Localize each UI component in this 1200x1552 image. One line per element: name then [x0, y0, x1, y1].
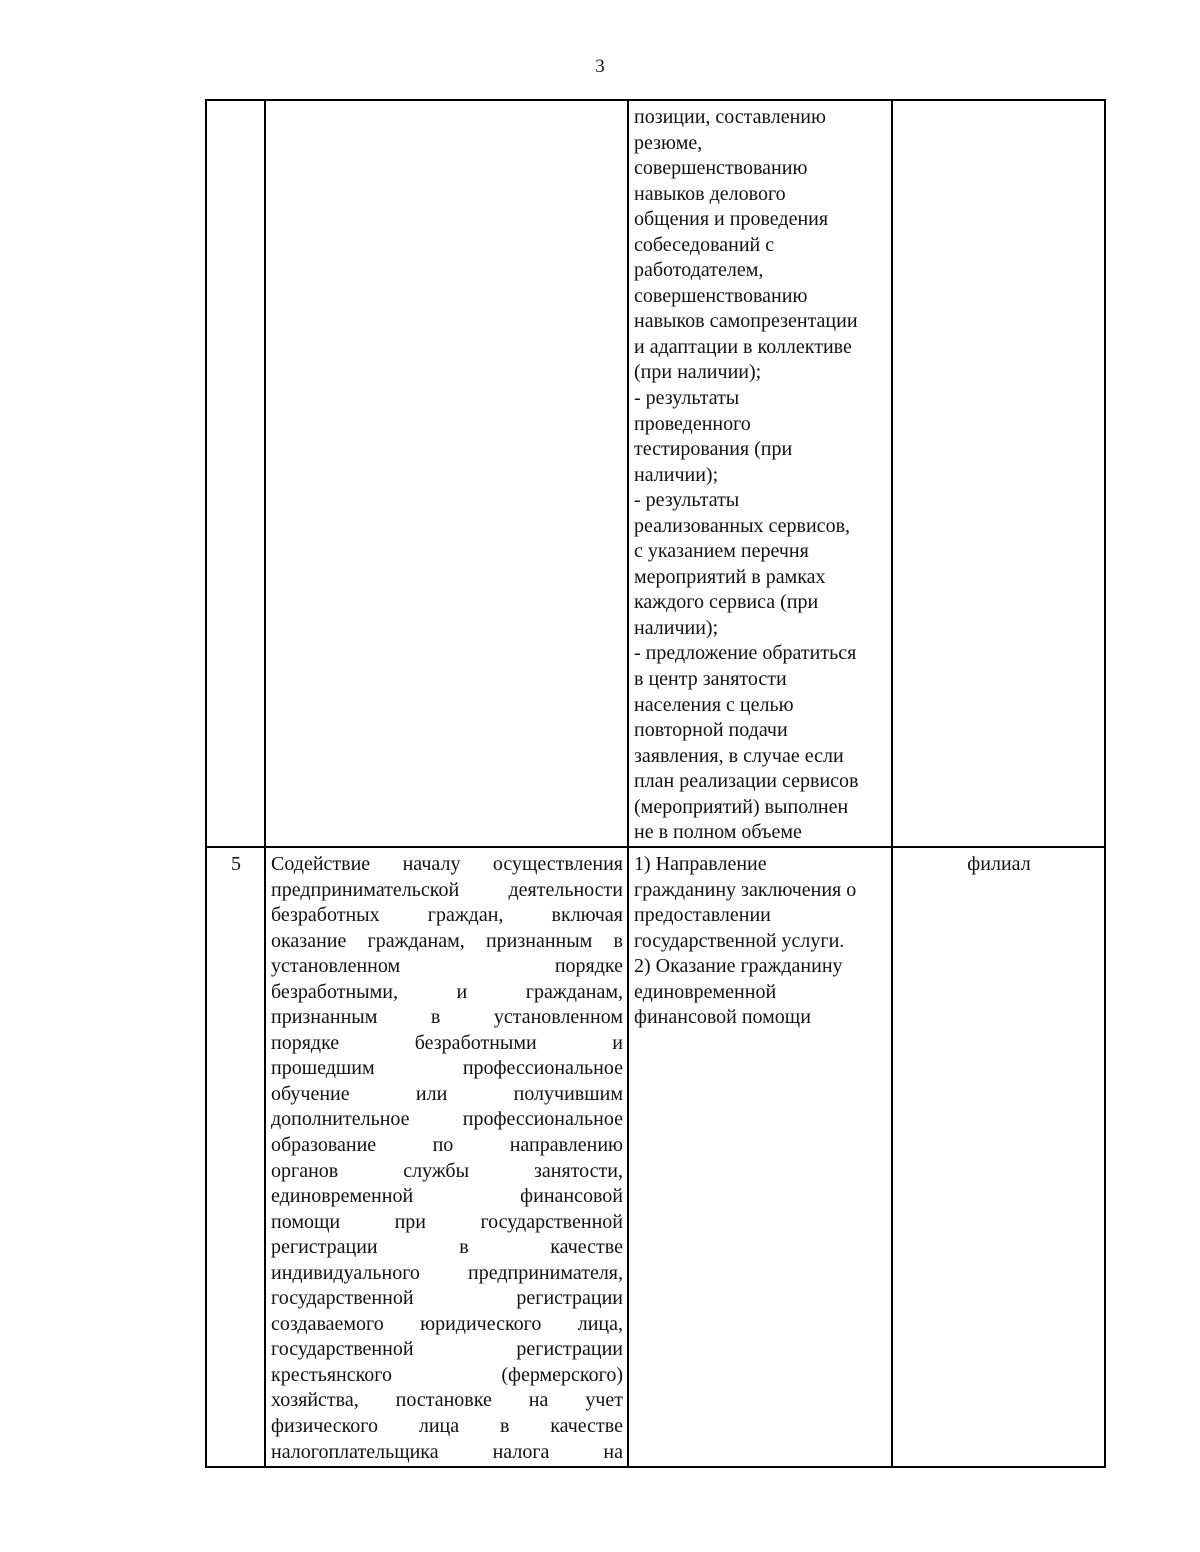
text-line: тестирования (при [634, 438, 793, 461]
text-line: навыков делового [634, 182, 786, 205]
text-line: хозяйства, постановке на учет [271, 1389, 623, 1412]
service-text [271, 852, 623, 1465]
text-line: Содействие началу осуществления [271, 853, 623, 875]
text-line: физического лица в качестве [271, 1415, 623, 1438]
text-line: государственной регистрации [271, 1287, 623, 1310]
table-row [206, 100, 1105, 847]
text-line: наличии); [634, 616, 719, 639]
services-table [205, 99, 1106, 1468]
text-line: единовременной финансовой [271, 1185, 623, 1208]
table-row [206, 847, 1105, 1467]
text-line: безработных граждан, включая [271, 904, 623, 927]
text-line: предпринимательской деятельности [271, 878, 623, 901]
text-line: признанным в установленном [271, 1006, 623, 1029]
text-line: наличии); [634, 463, 719, 486]
executor-cell [892, 100, 1105, 847]
text-line: повторной подачи [634, 719, 788, 742]
text-line: мероприятий в рамках [634, 565, 826, 588]
text-line: создаваемого юридического лица, [271, 1312, 623, 1335]
text-line: образование по направлению [271, 1134, 623, 1157]
text-line: 1) Направление [634, 853, 767, 875]
text-line: собеседований с [634, 233, 775, 256]
text-line: и адаптации в коллективе [634, 335, 852, 358]
text-line: единовременной [634, 980, 777, 1003]
text-line: безработными, и гражданам, [271, 980, 623, 1003]
text-line: в центр занятости [634, 668, 787, 691]
service-cell [265, 847, 628, 1467]
text-line: не в полном объеме [634, 821, 802, 844]
executor-cell: филиал [892, 847, 1105, 1467]
text-line: с указанием перечня [634, 540, 809, 563]
text-line: совершенствованию [634, 284, 808, 307]
row-number-cell: 5 [206, 847, 265, 1467]
text-line: государственной регистрации [271, 1338, 623, 1361]
text-line: позиции, составлению [634, 106, 826, 128]
text-line: план реализации сервисов [634, 770, 859, 793]
text-line: регистрации в качестве [271, 1236, 623, 1259]
text-line: помощи при государственной [271, 1210, 623, 1233]
text-line: каждого сервиса (при [634, 591, 819, 614]
result-cell [628, 100, 892, 847]
text-line: (мероприятий) выполнен [634, 795, 849, 818]
text-line: порядке безработными и [271, 1031, 623, 1054]
text-line: (при наличии); [634, 361, 762, 384]
text-line: государственной услуги. [634, 929, 845, 952]
text-line: прошедшим профессиональное [271, 1057, 623, 1080]
result-text [634, 105, 887, 846]
row-number-cell [206, 100, 265, 847]
text-line: навыков самопрезентации [634, 310, 858, 333]
text-line: органов службы занятости, [271, 1159, 623, 1182]
result-cell [628, 847, 892, 1467]
text-line: - предложение обратиться [634, 642, 857, 665]
text-line: установленном порядке [271, 955, 623, 978]
text-line: 2) Оказание гражданину [634, 955, 843, 978]
text-line: населения с целью [634, 693, 794, 716]
text-line: совершенствованию [634, 157, 808, 180]
text-line: резюме, [634, 131, 703, 154]
text-line: реализованных сервисов, [634, 514, 851, 537]
text-line: заявления, в случае если [634, 744, 844, 767]
text-line: проведенного [634, 412, 751, 435]
page-number: 3 [595, 56, 605, 77]
text-line: налогоплательщика налога на [271, 1440, 623, 1463]
service-cell [265, 100, 628, 847]
text-line: оказание гражданам, признанным в [271, 929, 623, 952]
result-text [634, 852, 887, 1031]
text-line: - результаты [634, 489, 740, 512]
text-line: общения и проведения [634, 208, 829, 231]
text-line: индивидуального предпринимателя, [271, 1261, 623, 1284]
text-line: гражданину заключения о [634, 878, 857, 901]
text-line: - результаты [634, 387, 740, 410]
text-line: финансовой помощи [634, 1006, 811, 1029]
text-line: дополнительное профессиональное [271, 1108, 623, 1131]
text-line: обучение или получившим [271, 1082, 623, 1105]
text-line: крестьянского (фермерского) [271, 1363, 623, 1386]
text-line: работодателем, [634, 259, 764, 282]
text-line: предоставлении [634, 904, 771, 927]
